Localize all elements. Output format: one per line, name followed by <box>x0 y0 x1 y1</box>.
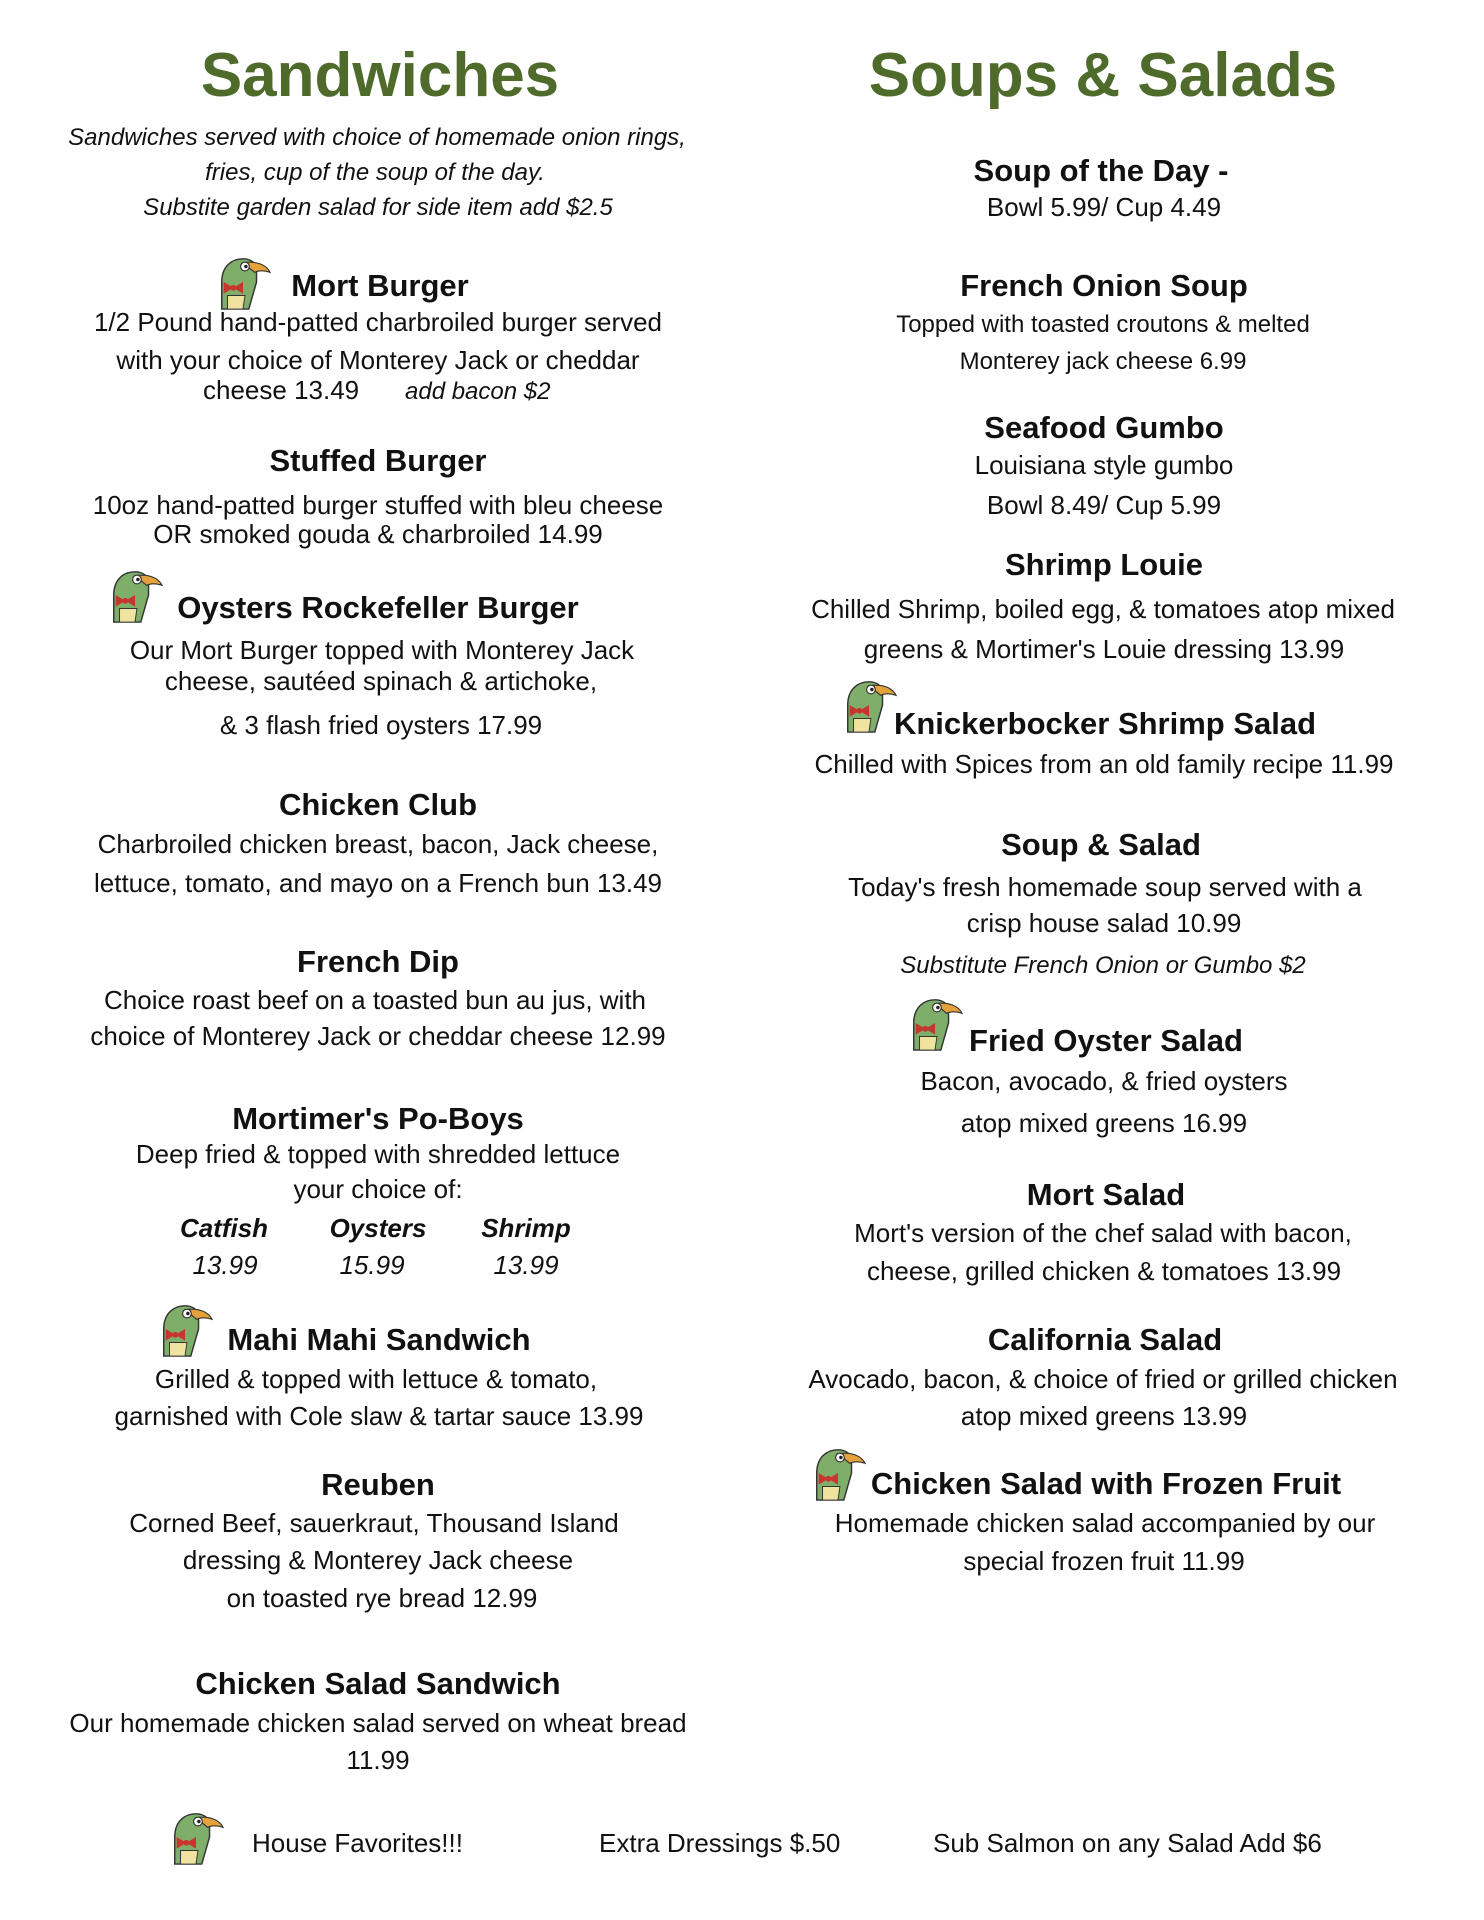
soups-salads-heading: Soups & Salads <box>868 41 1338 110</box>
item-name: Chicken Salad Sandwich <box>195 1666 561 1701</box>
house-favorite-bird-icon <box>840 676 898 734</box>
item-description: Our homemade chicken salad served on wheat bread <box>69 1708 687 1738</box>
item-name: Soup of the Day - <box>973 153 1229 188</box>
footer-sub-salmon: Sub Salmon on any Salad Add $6 <box>933 1828 1322 1858</box>
item-description: Deep fried & topped with shredded lettuce <box>135 1139 621 1169</box>
item-name: Chicken Salad with Frozen Fruit <box>870 1466 1342 1501</box>
item-description: on toasted rye bread 12.99 <box>226 1583 538 1613</box>
po-boy-option-price: 13.99 <box>493 1250 559 1280</box>
item-description: Bowl 8.49/ Cup 5.99 <box>986 490 1222 520</box>
house-favorite-bird-icon <box>167 1808 225 1866</box>
item-description: special frozen fruit 11.99 <box>963 1546 1245 1576</box>
item-description: 1/2 Pound hand-patted charbroiled burger served <box>93 307 663 337</box>
item-name: Fried Oyster Salad <box>969 1023 1243 1058</box>
item-name: Knickerbocker Shrimp Salad <box>893 706 1317 741</box>
house-favorite-bird-icon <box>214 253 272 311</box>
footer-extra-dressings: Extra Dressings $.50 <box>599 1828 841 1858</box>
item-name: Soup & Salad <box>1001 827 1201 862</box>
item-description: Choice roast beef on a toasted bun au jus, with <box>103 985 647 1015</box>
po-boy-option-label: Shrimp <box>481 1213 571 1243</box>
item-description: garnished with Cole slaw & tartar sauce 13.99 <box>114 1401 644 1431</box>
po-boy-option-label: Oysters <box>329 1213 427 1243</box>
sandwiches-intro-line: Substite garden salad for side item add $2.5 <box>143 194 613 221</box>
item-description: Mort's version of the chef salad with bacon, <box>854 1218 1352 1248</box>
item-note: Substitute French Onion or Gumbo $2 <box>900 952 1306 979</box>
item-description: atop mixed greens 13.99 <box>960 1401 1248 1431</box>
footer-house-favorites: House Favorites!!! <box>252 1828 463 1858</box>
item-description: your choice of: <box>293 1174 463 1204</box>
sandwiches-intro-line: Sandwiches served with choice of homemade onion rings, <box>68 124 686 151</box>
item-description: Today's fresh homemade soup served with a <box>848 872 1362 902</box>
item-description: cheese 13.49 <box>203 375 360 405</box>
item-description: Corned Beef, sauerkraut, Thousand Island <box>129 1508 619 1538</box>
item-name: Mortimer's Po-Boys <box>232 1101 524 1136</box>
item-description: OR smoked gouda & charbroiled 14.99 <box>153 519 603 549</box>
item-description: Chilled with Spices from an old family recipe 11.99 <box>814 749 1394 779</box>
item-description: Chilled Shrimp, boiled egg, & tomatoes atop mixed <box>811 594 1395 624</box>
item-name: Seafood Gumbo <box>984 410 1224 445</box>
item-description: dressing & Monterey Jack cheese <box>182 1545 574 1575</box>
house-favorite-bird-icon <box>906 994 964 1052</box>
item-description: atop mixed greens 16.99 <box>960 1108 1248 1138</box>
item-description: cheese, grilled chicken & tomatoes 13.99 <box>866 1256 1342 1286</box>
item-description: crisp house salad 10.99 <box>966 908 1242 938</box>
item-name: Shrimp Louie <box>1004 547 1204 582</box>
house-favorite-bird-icon <box>106 566 164 624</box>
item-name: Mort Salad <box>1026 1177 1186 1212</box>
po-boy-option-price: 13.99 <box>192 1250 258 1280</box>
item-name: Oysters Rockefeller Burger <box>177 590 579 625</box>
item-addon: add bacon $2 <box>405 378 551 405</box>
item-name: Mort Burger <box>291 268 469 303</box>
item-name: California Salad <box>987 1322 1223 1357</box>
house-favorite-bird-icon <box>809 1444 867 1502</box>
item-description: Charbroiled chicken breast, bacon, Jack cheese, <box>97 829 659 859</box>
item-description: cheese, sautéed spinach & artichoke, <box>164 666 598 696</box>
item-description: Avocado, bacon, & choice of fried or grilled chicken <box>808 1364 1398 1394</box>
item-description: greens & Mortimer's Louie dressing 13.99 <box>863 634 1345 664</box>
item-name: Reuben <box>321 1467 435 1502</box>
item-name: French Dip <box>297 944 459 979</box>
item-description: Topped with toasted croutons & melted <box>896 311 1310 338</box>
item-description: with your choice of Monterey Jack or cheddar <box>116 345 640 375</box>
item-description: & 3 flash fried oysters 17.99 <box>219 710 543 740</box>
item-name: Mahi Mahi Sandwich <box>227 1322 531 1357</box>
po-boy-option-price: 15.99 <box>339 1250 405 1280</box>
item-name: Stuffed Burger <box>269 443 487 478</box>
item-description: choice of Monterey Jack or cheddar cheese 12.99 <box>90 1021 666 1051</box>
item-description: Bacon, avocado, & fried oysters <box>920 1066 1288 1096</box>
item-description: Homemade chicken salad accompanied by our <box>834 1508 1376 1538</box>
item-description: lettuce, tomato, and mayo on a French bun 13.49 <box>93 868 663 898</box>
item-name: French Onion Soup <box>960 268 1248 303</box>
item-description: Monterey jack cheese 6.99 <box>959 348 1247 375</box>
item-description: Our Mort Burger topped with Monterey Jack <box>129 635 635 665</box>
sandwiches-heading: Sandwiches <box>200 41 560 110</box>
item-description: Grilled & topped with lettuce & tomato, <box>154 1364 598 1394</box>
item-name: Chicken Club <box>278 787 478 822</box>
item-description: 10oz hand-patted burger stuffed with bleu cheese <box>92 490 664 520</box>
item-description: Louisiana style gumbo <box>974 450 1234 480</box>
item-description: Bowl 5.99/ Cup 4.49 <box>986 192 1222 222</box>
po-boy-option-label: Catfish <box>179 1213 269 1243</box>
sandwiches-intro-line: fries, cup of the soup of the day. <box>205 159 545 186</box>
item-description: 11.99 <box>346 1745 410 1775</box>
house-favorite-bird-icon <box>156 1300 214 1358</box>
